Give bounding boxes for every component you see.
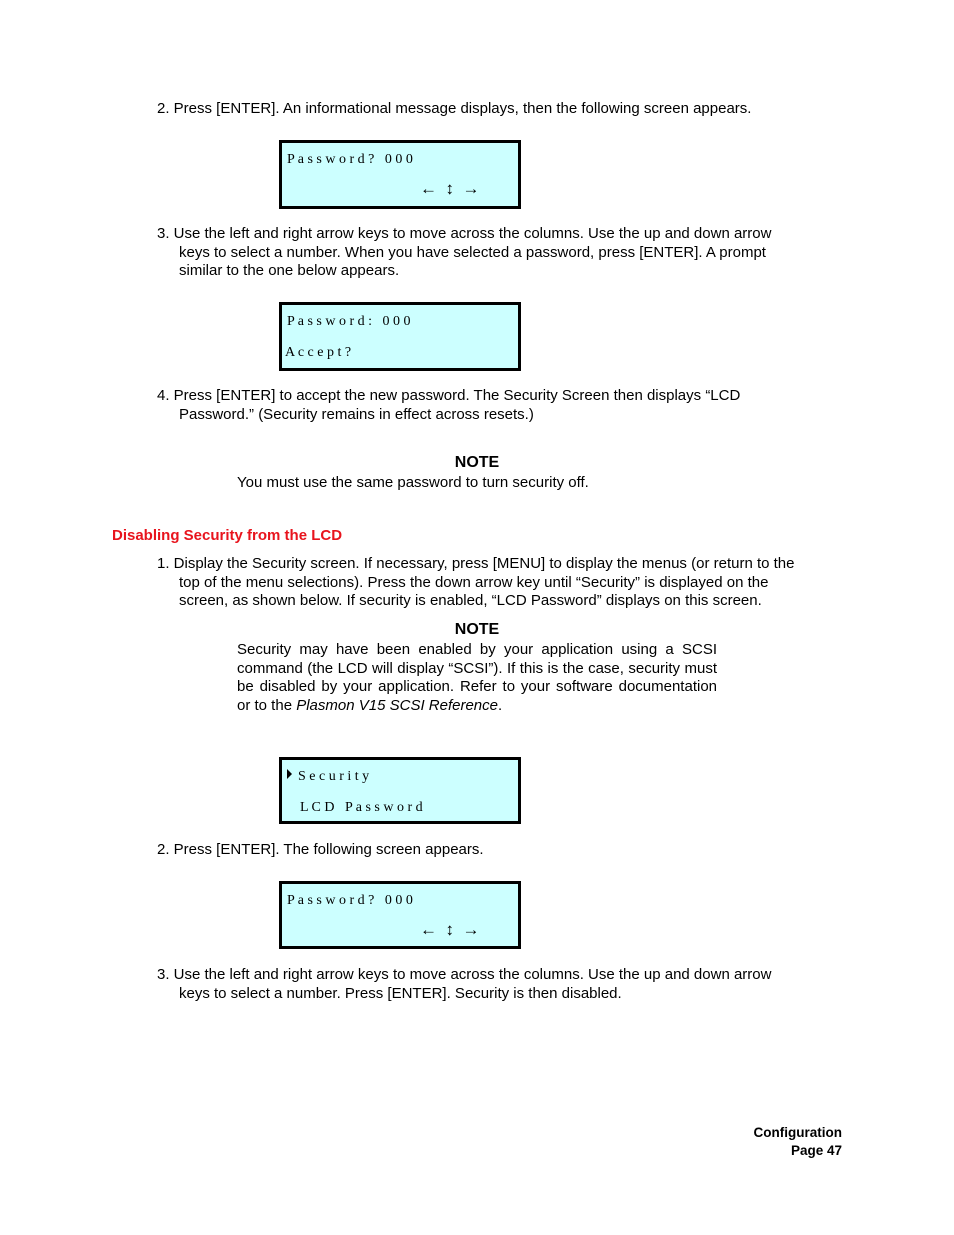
lcd-arrow-icons: ← ↕ → (420, 179, 480, 198)
step-1-line-1: 1. Display the Security screen. If necessary, press [MENU] to display the menus (or return to the (157, 555, 795, 572)
note-title: NOTE (454, 621, 500, 638)
note-title: NOTE (454, 454, 500, 471)
step-3-line-1: 3. Use the left and right arrow keys to move across the columns. Use the up and down arrow (157, 225, 772, 242)
lcd-line-1: P a s s w o r d : 0 0 0 (287, 314, 411, 329)
lcd-line-1: P a s s w o r d ? 0 0 0 (287, 893, 413, 908)
page-footer (600, 1124, 842, 1160)
lcd-security-screen (279, 757, 521, 824)
step-3-line-2: keys to select a number. When you have selected a password, press [ENTER]. A prompt (179, 243, 766, 261)
step-3-line-3: similar to the one below appears. (179, 262, 400, 279)
lcd-line-1-text: S e c u r i t y (298, 769, 370, 784)
step-1-text (157, 555, 827, 611)
note-text: You must use the same password to turn security off. (237, 474, 589, 491)
step-3-line-2: keys to select a number. Press [ENTER]. Security is then disabled. (179, 984, 622, 1002)
footer-section: Configuration (753, 1125, 842, 1140)
lcd-accept-screen (279, 302, 521, 371)
lcd-line-2: A c c e p t ? (285, 345, 352, 360)
footer-page-number: Page 47 (790, 1143, 842, 1158)
menu-pointer-icon (287, 769, 292, 779)
step-3-text (157, 966, 817, 1003)
lcd-line-2: L C D P a s s w o r d (300, 800, 423, 815)
note-body: Security may have been enabled by your application using a SCSI command (the LCD will display “SCSI”). If this is the case, security must be disabled by your application. Refer to your software documentation or to the (237, 641, 717, 714)
step-3-line-1: 3. Use the left and right arrow keys to move across the columns. Use the up and down arrow (157, 966, 772, 983)
step-2-text: 2. Press [ENTER]. The following screen appears. (157, 841, 484, 858)
step-2-text: 2. Press [ENTER]. An informational message displays, then the following screen appears. (157, 100, 752, 117)
section-heading: Disabling Security from the LCD (112, 527, 343, 544)
lcd-line-1: P a s s w o r d ? 0 0 0 (287, 152, 413, 167)
step-4-text (157, 387, 817, 424)
note-text (237, 641, 717, 715)
step-4-line-2: Password.” (Security remains in effect across resets.) (179, 405, 534, 423)
note-reference-title: Plasmon V15 SCSI Reference (296, 696, 498, 714)
step-1-line-3: screen, as shown below. If security is enabled, “LCD Password” displays on this screen. (179, 592, 762, 609)
lcd-line-1 (287, 769, 369, 785)
step-4-line-1: 4. Press [ENTER] to accept the new password. The Security Screen then displays “LCD (157, 387, 741, 404)
lcd-password-screen (279, 881, 521, 949)
lcd-arrow-icons: ← ↕ → (420, 920, 480, 939)
step-3-text (157, 225, 817, 281)
step-1-line-2: top of the menu selections). Press the down arrow key until “Security” is displayed on the (179, 573, 769, 591)
note-end: . (498, 696, 503, 714)
lcd-password-screen (279, 140, 521, 209)
